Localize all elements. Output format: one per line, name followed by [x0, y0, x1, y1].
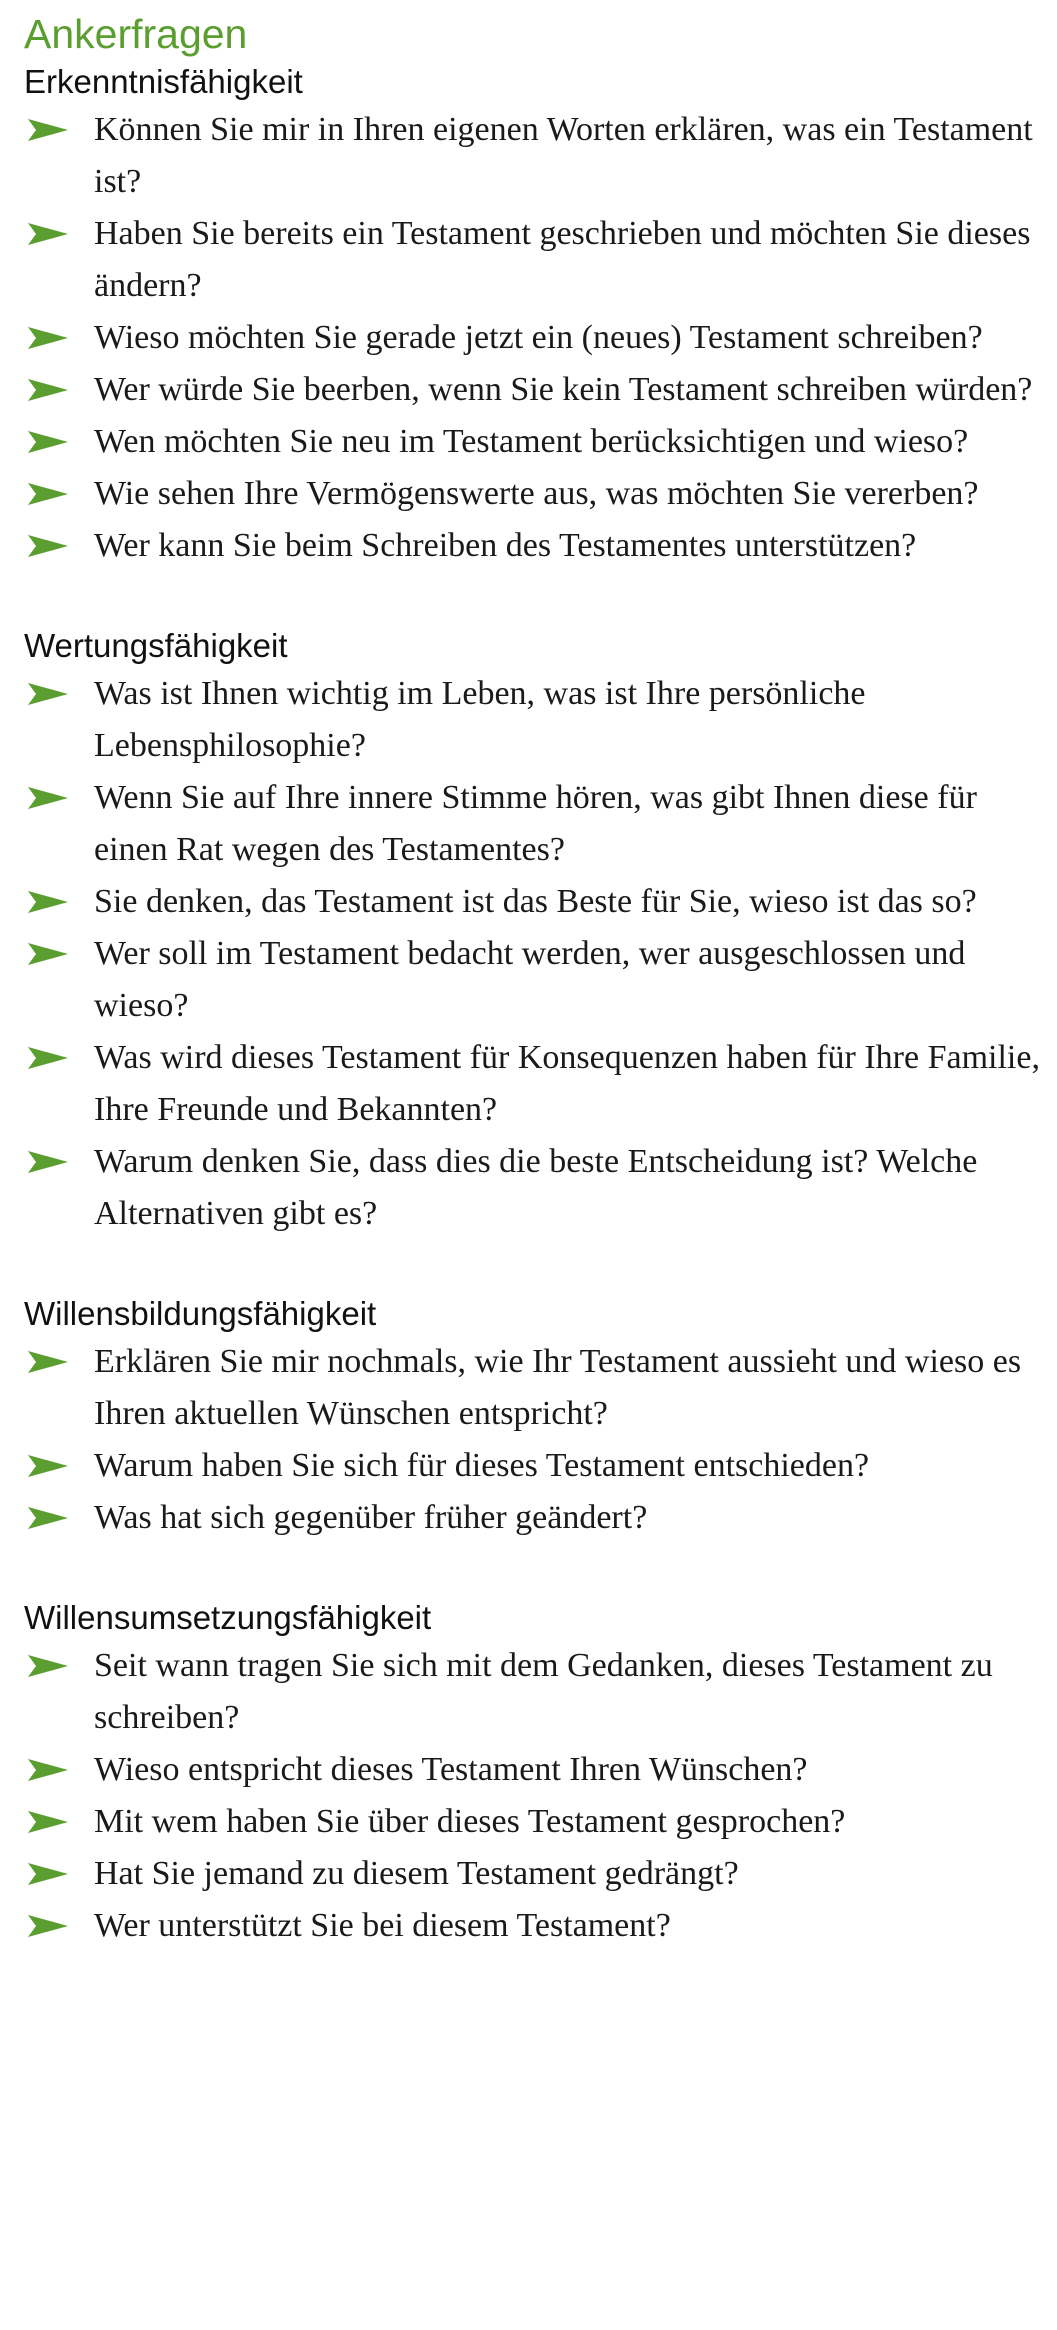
question-text: Warum denken Sie, dass dies die beste Entscheidung ist? Welche Alternativen gibt es? — [94, 1143, 978, 1232]
question-item — [24, 104, 1044, 208]
question-list — [24, 1336, 1044, 1544]
question-item — [24, 1032, 1044, 1136]
question-text: Was ist Ihnen wichtig im Leben, was ist Ihre persönliche Lebensphilosophie? — [94, 675, 866, 764]
question-text: Haben Sie bereits ein Testament geschrieben und möchten Sie dieses ändern? — [94, 215, 1031, 304]
arrow-right-icon — [28, 891, 68, 913]
question-text: Wer würde Sie beerben, wenn Sie kein Testament schreiben würden? — [94, 371, 1033, 408]
question-section — [24, 1292, 1044, 1544]
arrow-right-icon — [28, 223, 68, 245]
question-item — [24, 1796, 1044, 1848]
arrow-right-icon — [28, 787, 68, 809]
question-text: Sie denken, das Testament ist das Beste für Sie, wieso ist das so? — [94, 883, 977, 920]
arrow-right-icon — [28, 1655, 68, 1677]
arrow-right-icon — [28, 327, 68, 349]
question-text: Seit wann tragen Sie sich mit dem Gedanken, dieses Testament zu schreiben? — [94, 1647, 993, 1736]
document-page — [24, 8, 1044, 1952]
question-list — [24, 104, 1044, 572]
question-item — [24, 1492, 1044, 1544]
question-item — [24, 1640, 1044, 1744]
question-section — [24, 1596, 1044, 1952]
arrow-right-icon — [28, 1915, 68, 1937]
arrow-right-icon — [28, 1863, 68, 1885]
page-title: Ankerfragen — [24, 11, 248, 57]
question-item — [24, 876, 1044, 928]
question-text: Können Sie mir in Ihren eigenen Worten erklären, was ein Testament ist? — [94, 111, 1033, 200]
arrow-right-icon — [28, 1351, 68, 1373]
arrow-right-icon — [28, 431, 68, 453]
question-list — [24, 1640, 1044, 1952]
question-item — [24, 208, 1044, 312]
arrow-right-icon — [28, 483, 68, 505]
question-text: Wer soll im Testament bedacht werden, wer ausgeschlossen und wieso? — [94, 935, 966, 1024]
question-item — [24, 1136, 1044, 1240]
arrow-right-icon — [28, 119, 68, 141]
question-item — [24, 468, 1044, 520]
arrow-right-icon — [28, 1151, 68, 1173]
question-section — [24, 624, 1044, 1240]
arrow-right-icon — [28, 1507, 68, 1529]
question-item — [24, 1440, 1044, 1492]
question-text: Wenn Sie auf Ihre innere Stimme hören, was gibt Ihnen diese für einen Rat wegen des Testamentes? — [94, 779, 977, 868]
arrow-right-icon — [28, 379, 68, 401]
section-heading: Willensbildungsfähigkeit — [24, 1295, 377, 1332]
question-text: Was hat sich gegenüber früher geändert? — [94, 1499, 648, 1536]
question-item — [24, 416, 1044, 468]
question-text: Wie sehen Ihre Vermögenswerte aus, was möchten Sie vererben? — [94, 475, 979, 512]
question-text: Warum haben Sie sich für dieses Testament entschieden? — [94, 1447, 870, 1484]
arrow-right-icon — [28, 1811, 68, 1833]
section-heading: Wertungsfähigkeit — [24, 627, 288, 664]
question-item — [24, 1336, 1044, 1440]
question-item — [24, 772, 1044, 876]
question-text: Wieso möchten Sie gerade jetzt ein (neues) Testament schreiben? — [94, 319, 983, 356]
question-text: Wer kann Sie beim Schreiben des Testamentes unterstützen? — [94, 527, 917, 564]
question-item — [24, 668, 1044, 772]
question-list — [24, 668, 1044, 1240]
question-item — [24, 312, 1044, 364]
question-text: Hat Sie jemand zu diesem Testament gedrängt? — [94, 1855, 739, 1892]
question-text: Wer unterstützt Sie bei diesem Testament? — [94, 1907, 671, 1944]
question-section — [24, 60, 1044, 572]
question-item — [24, 1744, 1044, 1796]
arrow-right-icon — [28, 535, 68, 557]
question-item — [24, 1900, 1044, 1952]
question-item — [24, 928, 1044, 1032]
arrow-right-icon — [28, 1759, 68, 1781]
arrow-right-icon — [28, 1047, 68, 1069]
section-heading: Erkenntnisfähigkeit — [24, 63, 303, 100]
question-text: Wieso entspricht dieses Testament Ihren Wünschen? — [94, 1751, 808, 1788]
question-sections — [24, 60, 1044, 1952]
section-heading: Willensumsetzungsfähigkeit — [24, 1599, 432, 1636]
question-text: Wen möchten Sie neu im Testament berücksichtigen und wieso? — [94, 423, 969, 460]
question-item — [24, 364, 1044, 416]
arrow-right-icon — [28, 683, 68, 705]
question-item — [24, 1848, 1044, 1900]
question-item — [24, 520, 1044, 572]
arrow-right-icon — [28, 943, 68, 965]
question-text: Was wird dieses Testament für Konsequenzen haben für Ihre Familie, Ihre Freunde und Bekannten? — [94, 1039, 1040, 1128]
question-text: Mit wem haben Sie über dieses Testament gesprochen? — [94, 1803, 846, 1840]
arrow-right-icon — [28, 1455, 68, 1477]
question-text: Erklären Sie mir nochmals, wie Ihr Testament aussieht und wieso es Ihren aktuellen Wünschen entspricht? — [94, 1343, 1022, 1432]
